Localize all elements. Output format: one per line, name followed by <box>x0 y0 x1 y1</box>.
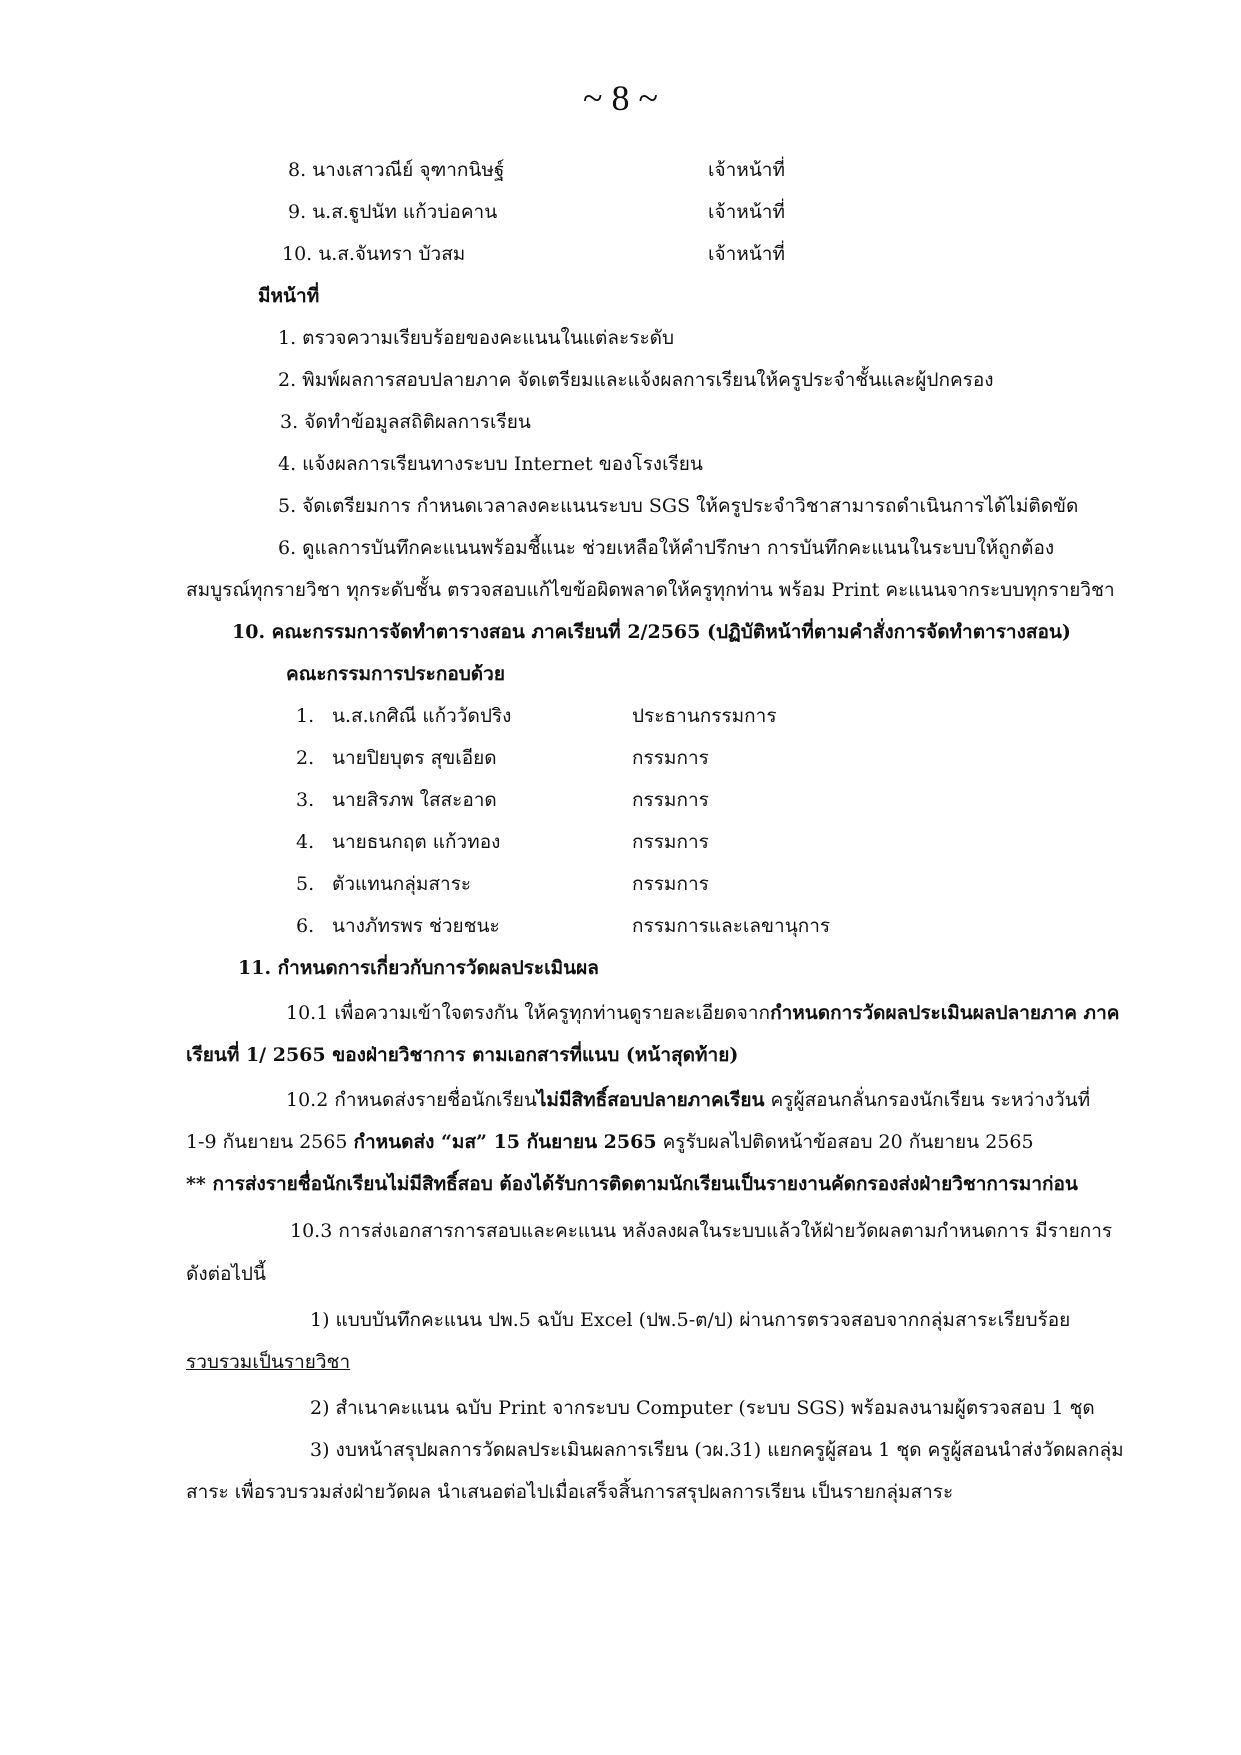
member-name: นายปิยบุตร สุขเอียด <box>332 747 497 769</box>
paragraph-10-1-bold: กำหนดการวัดผลประเมินผลปลายภาค ภาค <box>770 1002 1120 1024</box>
paragraph-10-2 <box>286 1088 1090 1112</box>
staff-name-10: 10. น.ส.จันทรา บัวสม <box>282 243 466 265</box>
paragraph-10-1-continued: เรียนที่ 1/ 2565 ของฝ่ายวิชาการ ตามเอกสารที่แนบ (หน้าสุดท้าย) <box>186 1044 739 1066</box>
paragraph-10-2-text-end: ครูผู้สอนกลั่นกรองนักเรียน ระหว่างวันที่ <box>764 1089 1091 1111</box>
member-role: ประธานกรรมการ <box>632 705 777 727</box>
item-1-continued: รวบรวมเป็นรายวิชา <box>186 1351 351 1373</box>
paragraph-10-3-continued: ดังต่อไปนี้ <box>186 1263 266 1285</box>
member-name: น.ส.เกศิณี แก้ววัดปริง <box>332 705 512 727</box>
section-10-title: 10. คณะกรรมการจัดทำตารางสอน ภาคเรียนที่ 2/2565 (ปฏิบัติหน้าที่ตามคำสั่งการจัดทำตารางสอน) <box>232 621 1071 643</box>
paragraph-10-2-continued <box>186 1130 1034 1154</box>
item-3-continued: สาระ เพื่อรวบรวมส่งฝ่ายวัดผล นำเสนอต่อไปเมื่อเสร็จสิ้นการสรุปผลการเรียน เป็นรายกลุ่มสาระ <box>186 1481 954 1503</box>
member-number: 6. <box>296 915 315 937</box>
paragraph-10-2-text: 10.2 กำหนดส่งรายชื่อนักเรียน <box>286 1089 537 1111</box>
member-role: กรรมการ <box>632 831 709 853</box>
paragraph-10-1-text: 10.1 เพื่อความเข้าใจตรงกัน ให้ครูทุกท่านดูรายละเอียดจาก <box>286 1002 771 1024</box>
duty-6-continued: สมบูรณ์ทุกรายวิชา ทุกระดับชั้น ตรวจสอบแก้ไขข้อผิดพลาดให้ครูทุกท่าน พร้อม Print คะแนนจากระบบทุกรายวิชา <box>186 579 1115 601</box>
member-number: 2. <box>296 747 315 769</box>
member-name: นางภัทรพร ช่วยชนะ <box>332 915 500 937</box>
section-10-subheading: คณะกรรมการประกอบด้วย <box>286 663 505 685</box>
duty-2: 2. พิมพ์ผลการสอบปลายภาค จัดเตรียมและแจ้งผลการเรียนให้ครูประจำชั้นและผู้ปกครอง <box>278 369 994 391</box>
item-1: 1) แบบบันทึกคะแนน ปพ.5 ฉบับ Excel (ปพ.5-ต/ป) ผ่านการตรวจสอบจากกลุ่มสาระเรียบร้อย <box>310 1309 1071 1331</box>
duties-heading: มีหน้าที่ <box>258 285 320 307</box>
member-number: 4. <box>296 831 315 853</box>
paragraph-10-2-result: ครูรับผลไปติดหน้าข้อสอบ 20 กันยายน 2565 <box>656 1131 1034 1153</box>
paragraph-10-1 <box>286 1001 1119 1025</box>
member-role: กรรมการและเลขานุการ <box>632 915 831 937</box>
paragraph-10-2-deadline: กำหนดส่ง “มส” 15 กันยายน 2565 <box>353 1131 657 1153</box>
paragraph-10-3: 10.3 การส่งเอกสารการสอบและคะแนน หลังลงผลในระบบแล้วให้ฝ่ายวัดผลตามกำหนดการ มีรายการ <box>290 1220 1113 1242</box>
member-role: กรรมการ <box>632 747 709 769</box>
item-3: 3) งบหน้าสรุปผลการวัดผลประเมินผลการเรียน (วผ.31) แยกครูผู้สอน 1 ชุด ครูผู้สอนนำส่งวัดผลกลุ่ม <box>310 1439 1124 1461</box>
staff-role-10: เจ้าหน้าที่ <box>708 243 786 265</box>
member-number: 1. <box>296 705 315 727</box>
member-role: กรรมการ <box>632 789 709 811</box>
page-number: ~ 8 ~ <box>583 78 658 118</box>
section-11-title: 11. กำหนดการเกี่ยวกับการวัดผลประเมินผล <box>238 957 599 979</box>
duty-4: 4. แจ้งผลการเรียนทางระบบ Internet ของโรงเรียน <box>278 453 703 475</box>
staff-name-9: 9. น.ส.ฐูปนัท แก้วบ่อคาน <box>288 201 498 223</box>
member-number: 5. <box>296 873 315 895</box>
member-role: กรรมการ <box>632 873 709 895</box>
member-name: ตัวแทนกลุ่มสาระ <box>332 873 472 895</box>
duty-5: 5. จัดเตรียมการ กำหนดเวลาลงคะแนนระบบ SGS ให้ครูประจำวิชาสามารถดำเนินการได้ไม่ติดขัด <box>278 495 1079 517</box>
staff-role-8: เจ้าหน้าที่ <box>708 159 786 181</box>
paragraph-10-2-dates: 1-9 กันยายน 2565 <box>186 1131 354 1153</box>
staff-name-8: 8. นางเสาวณีย์ จุฑากนิษฐ์ <box>288 159 505 181</box>
staff-role-9: เจ้าหน้าที่ <box>708 201 786 223</box>
item-2: 2) สำเนาคะแนน ฉบับ Print จากระบบ Computer (ระบบ SGS) พร้อมลงนามผู้ตรวจสอบ 1 ชุด <box>310 1397 1095 1419</box>
member-name: นายธนกฤต แก้วทอง <box>332 831 501 853</box>
duty-6: 6. ดูแลการบันทึกคะแนนพร้อมชี้แนะ ช่วยเหลือให้คำปรึกษา การบันทึกคะแนนในระบบให้ถูกต้อง <box>278 537 1055 559</box>
duty-3: 3. จัดทำข้อมูลสถิติผลการเรียน <box>280 411 531 433</box>
paragraph-10-2-bold: ไม่มีสิทธิ์สอบปลายภาคเรียน <box>536 1089 765 1111</box>
note: ** การส่งรายชื่อนักเรียนไม่มีสิทธิ์สอบ ต้องได้รับการติดตามนักเรียนเป็นรายงานคัดกรองส่งฝ่ายวิชาการมาก่อน <box>186 1173 1078 1195</box>
member-number: 3. <box>296 789 315 811</box>
duty-1: 1. ตรวจความเรียบร้อยของคะแนนในแต่ละระดับ <box>278 327 675 349</box>
member-name: นายสิรภพ ใสสะอาด <box>332 789 497 811</box>
